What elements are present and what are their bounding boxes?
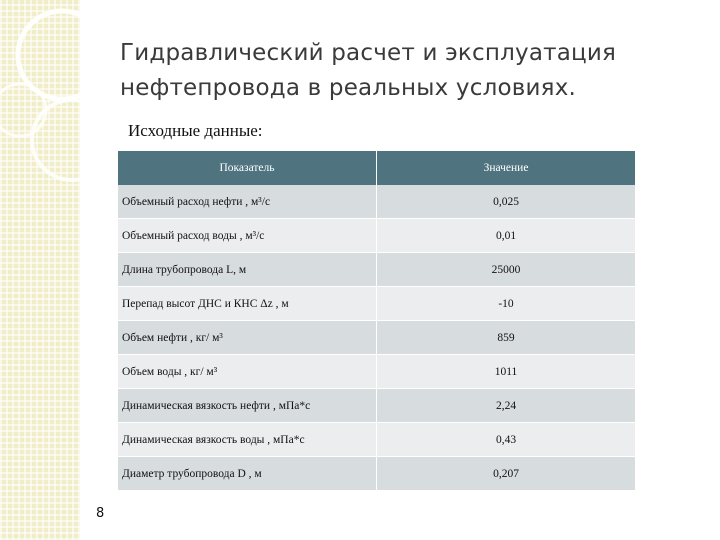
- table-row: [118, 355, 636, 389]
- table-row: [118, 185, 636, 219]
- slide-title: [120, 36, 680, 106]
- row-param: Динамическая вязкость воды , мПа*с: [118, 423, 377, 457]
- table-row: [118, 287, 636, 321]
- table-row: [118, 253, 636, 287]
- source-data-table: [118, 151, 636, 491]
- row-value: 1011: [377, 355, 636, 389]
- row-param: Динамическая вязкость нефти , мПа*с: [118, 389, 377, 423]
- row-value: 2,24: [377, 389, 636, 423]
- row-value: 0,43: [377, 423, 636, 457]
- row-value: 0,207: [377, 457, 636, 491]
- row-value: -10: [377, 287, 636, 321]
- row-param: Объем воды , кг/ м³: [118, 355, 377, 389]
- row-param: Объемный расход воды , м³/с: [118, 219, 377, 253]
- title-line-1: Гидравлический расчет и эксплуатация: [120, 40, 617, 66]
- table-row: [118, 321, 636, 355]
- row-value: 0,025: [377, 185, 636, 219]
- row-value: 0,01: [377, 219, 636, 253]
- table-row: [118, 423, 636, 457]
- table-row: [118, 457, 636, 491]
- row-param: Перепад высот ДНС и КНС Δz , м: [118, 287, 377, 321]
- row-param: Объем нефти , кг/ м³: [118, 321, 377, 355]
- row-value: 859: [377, 321, 636, 355]
- title-line-2: нефтепровода в реальных условиях.: [120, 75, 577, 101]
- row-param: Диаметр трубопровода D , м: [118, 457, 377, 491]
- header-value: Значение: [377, 151, 636, 185]
- page-number: 8: [96, 506, 105, 521]
- section-subtitle: Исходные данные:: [128, 121, 263, 140]
- decorative-circles: [0, 0, 120, 200]
- header-param: Показатель: [118, 151, 377, 185]
- table-row: [118, 219, 636, 253]
- table-header-row: [118, 151, 636, 185]
- row-param: Объемный расход нефти , м³/с: [118, 185, 377, 219]
- row-param: Длина трубопровода L, м: [118, 253, 377, 287]
- row-value: 25000: [377, 253, 636, 287]
- table-row: [118, 389, 636, 423]
